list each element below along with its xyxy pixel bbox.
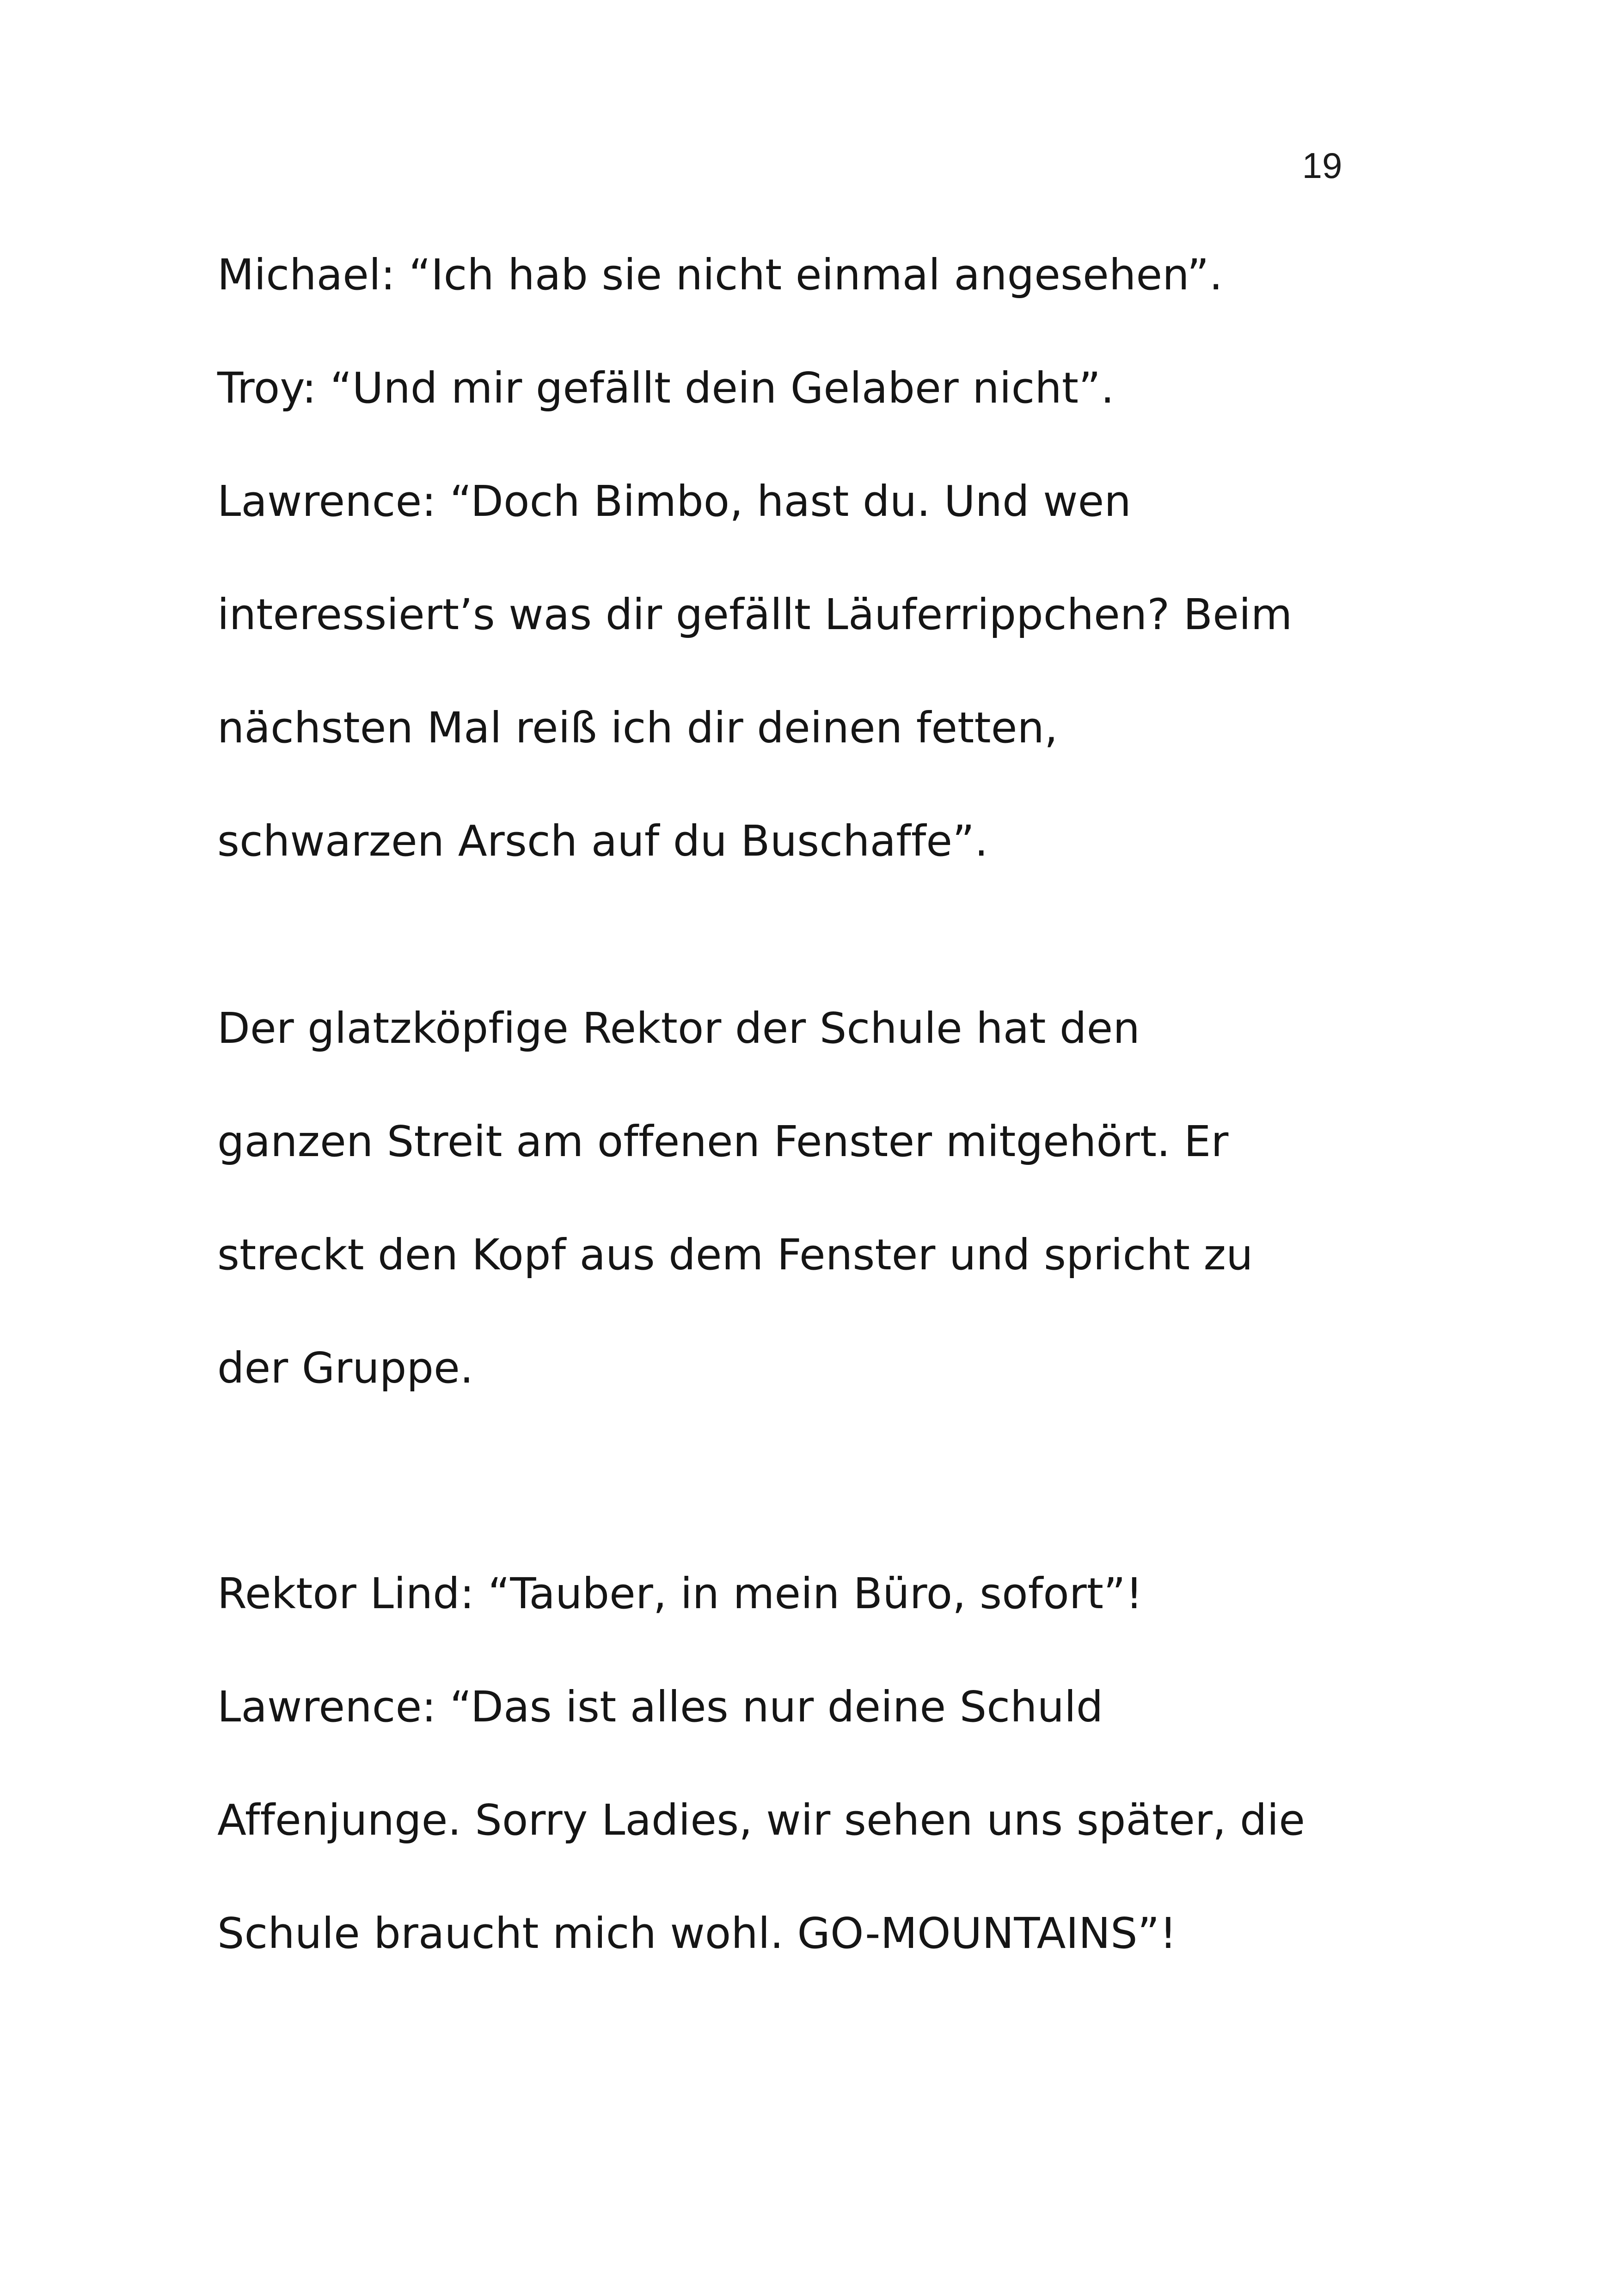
- text-line: Schule braucht mich wohl. GO-MOUNTAINS”!: [217, 1909, 1177, 1958]
- paragraph-narration: [217, 972, 1419, 1425]
- text-line: Troy: “Und mir gefällt dein Gelaber nicht”.: [217, 363, 1115, 413]
- text-line: streckt den Kopf aus dem Fenster und spricht zu: [217, 1230, 1253, 1280]
- text-line: Der glatzköpfige Rektor der Schule hat den: [217, 1004, 1140, 1053]
- text-line: nächsten Mal reiß ich dir deinen fetten,: [217, 703, 1058, 753]
- text-line: Michael: “Ich hab sie nicht einmal angesehen”.: [217, 250, 1223, 300]
- text-line: Lawrence: “Das ist alles nur deine Schuld: [217, 1682, 1103, 1732]
- text-line: der Gruppe.: [217, 1343, 474, 1393]
- paragraph-dialogue-1: [217, 218, 1419, 898]
- text-line: Lawrence: “Doch Bimbo, hast du. Und wen: [217, 477, 1131, 526]
- text-line: schwarzen Arsch auf du Buschaffe”.: [217, 816, 988, 866]
- text-line: interessiert’s was dir gefällt Läuferrippchen? Beim: [217, 590, 1293, 639]
- text-line: ganzen Streit am offenen Fenster mitgehört. Er: [217, 1117, 1229, 1166]
- page-number: 19: [1302, 145, 1342, 186]
- text-line: Affenjunge. Sorry Ladies, wir sehen uns später, die: [217, 1795, 1305, 1845]
- paragraph-dialogue-2: [217, 1537, 1419, 1990]
- text-line: Rektor Lind: “Tauber, in mein Büro, sofort”!: [217, 1569, 1143, 1618]
